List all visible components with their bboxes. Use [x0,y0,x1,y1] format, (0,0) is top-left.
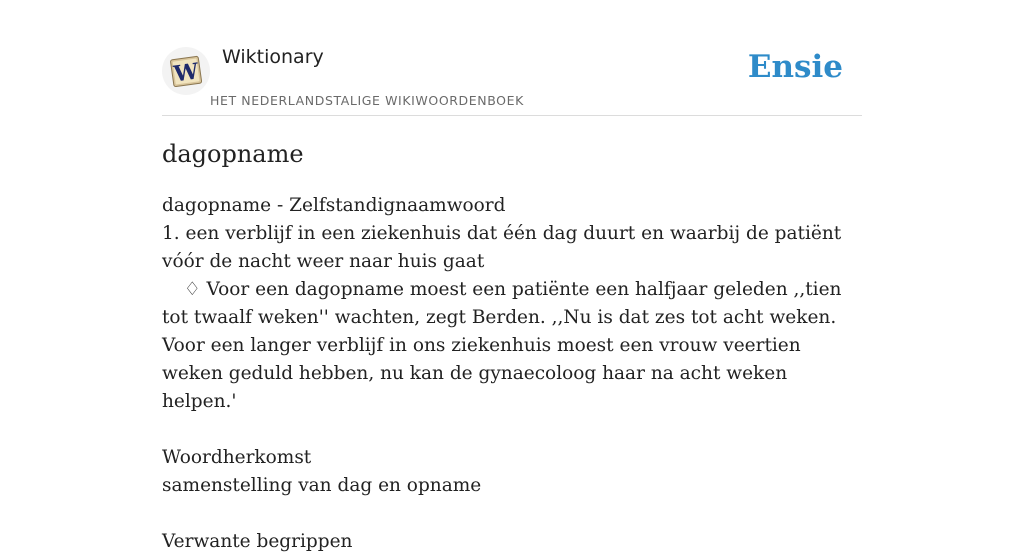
entry-body [162,192,862,556]
spacer [162,416,862,444]
site-name[interactable]: Wiktionary [222,46,324,68]
related-terms-heading: Verwante begrippen [162,531,353,552]
logo-letter: W [172,58,201,88]
etymology-text: samenstelling van dag en opname [162,475,482,496]
example-text: Voor een dagopname moest een patiënte een halfjaar geleden ,,tien tot twaalf weken'' wachten, zegt Berden. ,,Nu is dat zes tot acht weken. Voor een langer verblijf in ons ziekenhuis moest een vrouw veertien weken geduld hebben, nu kan de gynaecoloog haar na acht weken helpen.' [162,279,842,412]
example-marker-icon: ♢ [184,279,201,300]
site-header [162,0,862,116]
page-title: dagopname [162,140,304,168]
example-sentence [162,276,862,416]
content-container [162,0,862,552]
wiktionary-logo-icon[interactable] [162,47,210,95]
definition-text: 1. een verblijf in een ziekenhuis dat één dag duurt en waarbij de patiënt vóór de nacht weer naar huis gaat [162,223,842,272]
ensie-brand-link[interactable]: Ensie [747,49,843,85]
spacer [162,500,862,528]
etymology-heading: Woordherkomst [162,447,312,468]
site-tagline: HET NEDERLANDSTALIGE WIKIWOORDENBOEK [210,93,524,108]
part-of-speech-line: dagopname - Zelfstandignaamwoord [162,195,506,216]
